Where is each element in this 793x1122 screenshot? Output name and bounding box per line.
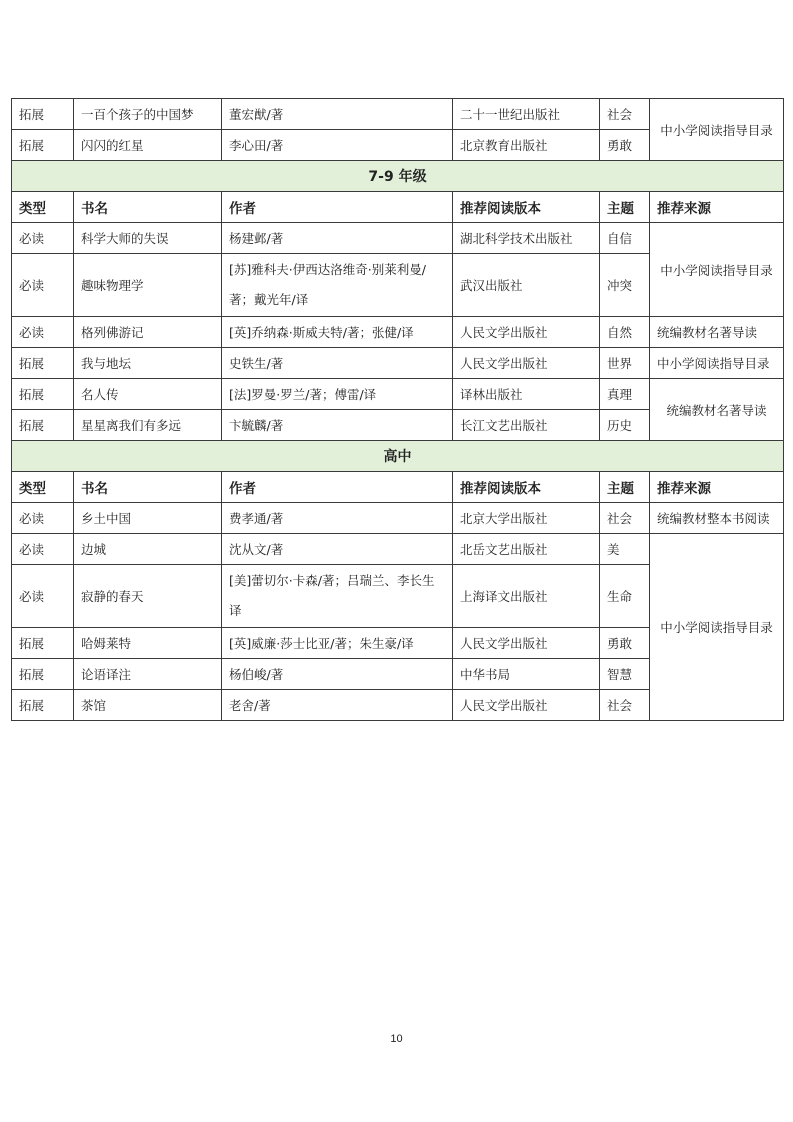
type-cell: 必读 <box>12 503 74 534</box>
source-cell: 中小学阅读指导目录 <box>650 348 784 379</box>
column-header-edition: 推荐阅读版本 <box>453 472 600 503</box>
source-cell: 统编教材名著导读 <box>650 379 784 441</box>
edition-cell: 人民文学出版社 <box>453 628 600 659</box>
column-header-type: 类型 <box>12 472 74 503</box>
reading-list-table <box>11 98 784 721</box>
author-cell: 李心田/著 <box>222 130 453 161</box>
theme-cell: 社会 <box>600 503 650 534</box>
author-cell: 沈从文/著 <box>222 534 453 565</box>
theme-cell: 世界 <box>600 348 650 379</box>
title-cell: 边城 <box>74 534 222 565</box>
theme-cell: 社会 <box>600 99 650 130</box>
type-cell: 必读 <box>12 534 74 565</box>
edition-cell: 中华书局 <box>453 659 600 690</box>
edition-cell: 北京大学出版社 <box>453 503 600 534</box>
source-cell: 中小学阅读指导目录 <box>650 223 784 317</box>
column-header-author: 作者 <box>222 192 453 223</box>
title-cell: 趣味物理学 <box>74 254 222 317</box>
title-cell: 乡土中国 <box>74 503 222 534</box>
theme-cell: 冲突 <box>600 254 650 317</box>
type-cell: 拓展 <box>12 379 74 410</box>
author-cell: [苏]雅科夫·伊西达洛维奇·别莱利曼/著；戴光年/译 <box>222 254 453 317</box>
title-cell: 论语译注 <box>74 659 222 690</box>
column-header-author: 作者 <box>222 472 453 503</box>
theme-cell: 真理 <box>600 379 650 410</box>
table-row <box>12 317 784 348</box>
author-cell: [英]乔纳森·斯威夫特/著；张健/译 <box>222 317 453 348</box>
edition-cell: 上海译文出版社 <box>453 565 600 628</box>
author-cell: [法]罗曼·罗兰/著；傅雷/译 <box>222 379 453 410</box>
column-header-theme: 主题 <box>600 192 650 223</box>
edition-cell: 北岳文艺出版社 <box>453 534 600 565</box>
column-header-edition: 推荐阅读版本 <box>453 192 600 223</box>
edition-cell: 译林出版社 <box>453 379 600 410</box>
title-cell: 寂静的春天 <box>74 565 222 628</box>
section-row-grade79 <box>12 161 784 192</box>
column-header-theme: 主题 <box>600 472 650 503</box>
theme-cell: 勇敢 <box>600 628 650 659</box>
header-row <box>12 192 784 223</box>
author-cell: 杨建邺/著 <box>222 223 453 254</box>
type-cell: 拓展 <box>12 348 74 379</box>
theme-cell: 勇敢 <box>600 130 650 161</box>
theme-cell: 社会 <box>600 690 650 721</box>
type-cell: 拓展 <box>12 690 74 721</box>
edition-cell: 人民文学出版社 <box>453 348 600 379</box>
title-cell: 哈姆莱特 <box>74 628 222 659</box>
source-cell: 中小学阅读指导目录 <box>650 99 784 161</box>
section-row-highschool <box>12 441 784 472</box>
header-row <box>12 472 784 503</box>
column-header-source: 推荐来源 <box>650 192 784 223</box>
source-cell: 统编教材整本书阅读 <box>650 503 784 534</box>
edition-cell: 二十一世纪出版社 <box>453 99 600 130</box>
page-number: 10 <box>390 1033 403 1045</box>
source-cell: 统编教材名著导读 <box>650 317 784 348</box>
author-cell: 史铁生/著 <box>222 348 453 379</box>
author-cell: 卞毓麟/著 <box>222 410 453 441</box>
author-cell: 杨伯峻/著 <box>222 659 453 690</box>
title-cell: 名人传 <box>74 379 222 410</box>
column-header-title: 书名 <box>74 472 222 503</box>
type-cell: 拓展 <box>12 659 74 690</box>
table-row <box>12 379 784 410</box>
table-row <box>12 99 784 130</box>
type-cell: 拓展 <box>12 99 74 130</box>
title-cell: 闪闪的红星 <box>74 130 222 161</box>
title-cell: 一百个孩子的中国梦 <box>74 99 222 130</box>
table-row <box>12 348 784 379</box>
theme-cell: 美 <box>600 534 650 565</box>
author-cell: 董宏猷/著 <box>222 99 453 130</box>
title-cell: 我与地坛 <box>74 348 222 379</box>
table-row <box>12 223 784 254</box>
type-cell: 拓展 <box>12 628 74 659</box>
type-cell: 拓展 <box>12 130 74 161</box>
table-row <box>12 503 784 534</box>
type-cell: 拓展 <box>12 410 74 441</box>
edition-cell: 人民文学出版社 <box>453 317 600 348</box>
column-header-type: 类型 <box>12 192 74 223</box>
author-cell: 费孝通/著 <box>222 503 453 534</box>
theme-cell: 自然 <box>600 317 650 348</box>
section-title: 7-9 年级 <box>12 161 784 192</box>
type-cell: 必读 <box>12 317 74 348</box>
edition-cell: 长江文艺出版社 <box>453 410 600 441</box>
title-cell: 星星离我们有多远 <box>74 410 222 441</box>
type-cell: 必读 <box>12 254 74 317</box>
column-header-source: 推荐来源 <box>650 472 784 503</box>
title-cell: 格列佛游记 <box>74 317 222 348</box>
column-header-title: 书名 <box>74 192 222 223</box>
title-cell: 茶馆 <box>74 690 222 721</box>
table-row <box>12 534 784 565</box>
author-cell: [美]蕾切尔·卡森/著；吕瑞兰、李长生译 <box>222 565 453 628</box>
theme-cell: 生命 <box>600 565 650 628</box>
source-cell: 中小学阅读指导目录 <box>650 534 784 721</box>
edition-cell: 武汉出版社 <box>453 254 600 317</box>
theme-cell: 历史 <box>600 410 650 441</box>
author-cell: [英]威廉·莎士比亚/著；朱生豪/译 <box>222 628 453 659</box>
section-title: 高中 <box>12 441 784 472</box>
theme-cell: 自信 <box>600 223 650 254</box>
author-cell: 老舍/著 <box>222 690 453 721</box>
type-cell: 必读 <box>12 223 74 254</box>
edition-cell: 北京教育出版社 <box>453 130 600 161</box>
title-cell: 科学大师的失误 <box>74 223 222 254</box>
edition-cell: 人民文学出版社 <box>453 690 600 721</box>
type-cell: 必读 <box>12 565 74 628</box>
edition-cell: 湖北科学技术出版社 <box>453 223 600 254</box>
theme-cell: 智慧 <box>600 659 650 690</box>
